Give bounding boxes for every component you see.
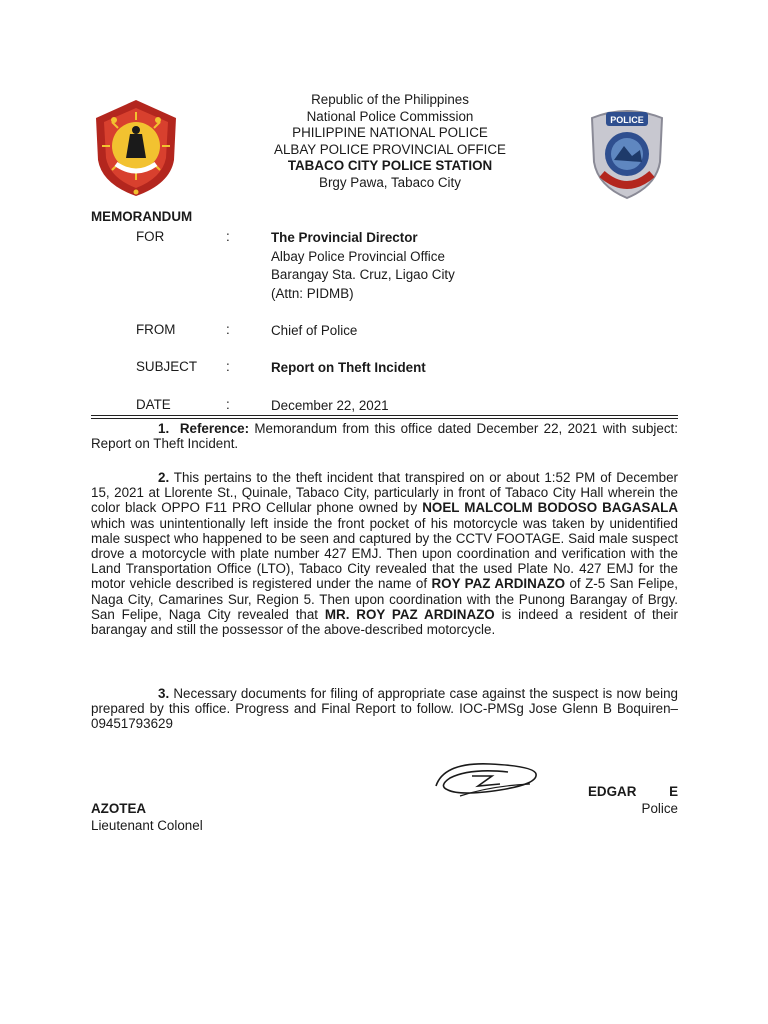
- date-value: December 22, 2021: [271, 398, 389, 413]
- signatory-initial: E: [669, 784, 678, 799]
- header-provincial-office: ALBAY POLICE PROVINCIAL OFFICE: [274, 141, 506, 157]
- paragraph-1: [91, 421, 678, 451]
- for-attention: (Attn: PIDMB): [271, 285, 354, 301]
- header-republic: Republic of the Philippines: [311, 92, 469, 107]
- paragraph-2-text: which was unintentionally left inside the front pocket of his motorcycle was taken by unidentified male suspect who happened to be seen and captured by the CCTV FOOTAGE. Said male suspect drove a motorcycle with plate number 427 EMJ. Then upon coordination and verification with the Land Transportation Office (LTO), Tabaco City revealed that the used Plate No. 427 EMJ for the motor vehicle described is registered under the name of: [91, 515, 678, 592]
- header-address: Brgy Pawa, Tabaco City: [319, 174, 461, 190]
- svg-text:POLICE: POLICE: [610, 115, 644, 125]
- signatory-surname: AZOTEA: [91, 801, 147, 816]
- memorandum-label: MEMORANDUM: [91, 209, 193, 224]
- paragraph-3: [91, 686, 678, 732]
- separator: :: [226, 229, 230, 244]
- paragraph-2-text: of Z-5 San Felipe, Naga City, Camarines Sur, Region 5. Then upon coordination with the Punong Barangay of Brgy. San Felipe, Naga City revealed that: [91, 576, 679, 622]
- pnp-seal-logo: [90, 98, 182, 198]
- for-recipient: The Provincial Director: [271, 230, 418, 245]
- from-key: FROM: [136, 322, 176, 337]
- for-address: Barangay Sta. Cruz, Ligao City: [271, 267, 455, 282]
- signatory-given-name: EDGAR: [588, 784, 637, 799]
- separator: :: [226, 322, 230, 337]
- signatory-unit: Police: [641, 801, 678, 816]
- divider-line: [91, 418, 678, 419]
- paragraph-number: 2.: [158, 470, 170, 485]
- for-office: Albay Police Provincial Office: [271, 248, 445, 264]
- paragraph-number: 3.: [158, 686, 170, 701]
- police-station-badge-logo: [586, 104, 668, 200]
- header-pnp: PHILIPPINE NATIONAL POLICE: [292, 125, 488, 140]
- header-commission: National Police Commission: [306, 108, 474, 124]
- handwritten-signature: [430, 756, 542, 800]
- paragraph-number: 1.: [158, 421, 170, 436]
- separator: :: [226, 359, 230, 374]
- signatory-rank: Lieutenant Colonel: [91, 818, 203, 833]
- date-key: DATE: [136, 397, 171, 412]
- victim-name: NOEL MALCOLM BODOSO BAGASALA: [422, 500, 679, 516]
- reference-text: Memorandum from this office dated December 22, 2021 with subject: Report on Theft Incident.: [91, 421, 678, 452]
- letterhead: [200, 92, 580, 191]
- paragraph-3-text: Necessary documents for filing of appropriate case against the suspect is now being prepared by this office. Progress and Final Report to follow. IOC-PMSg Jose Glenn B Boquiren– 09451793629: [91, 686, 678, 732]
- paragraph-2-text: is indeed a resident of their barangay and still the possessor of the above-described motorcycle.: [91, 606, 678, 638]
- subject-value: Report on Theft Incident: [271, 360, 426, 375]
- separator: :: [226, 397, 230, 412]
- signatory-first-name: [588, 784, 678, 799]
- header-station: TABACO CITY POLICE STATION: [287, 158, 493, 173]
- for-key: FOR: [136, 229, 165, 244]
- divider-line: [91, 415, 678, 416]
- reference-label: Reference:: [179, 421, 250, 436]
- paragraph-2-text: This pertains to the theft incident that transpired on or about 1:52 PM of December 15, 2021 at Llorente St., Quinale, Tabaco City, particularly in front of Tabaco City Hall wherein the color black OPPO F11 PRO Cellular phone owned by: [91, 470, 678, 516]
- possessor-name: MR. ROY PAZ ARDINAZO: [324, 606, 495, 622]
- subject-key: SUBJECT: [136, 359, 198, 374]
- paragraph-2: [91, 470, 678, 637]
- from-value: Chief of Police: [271, 323, 358, 338]
- registered-owner-name: ROY PAZ ARDINAZO: [431, 576, 566, 592]
